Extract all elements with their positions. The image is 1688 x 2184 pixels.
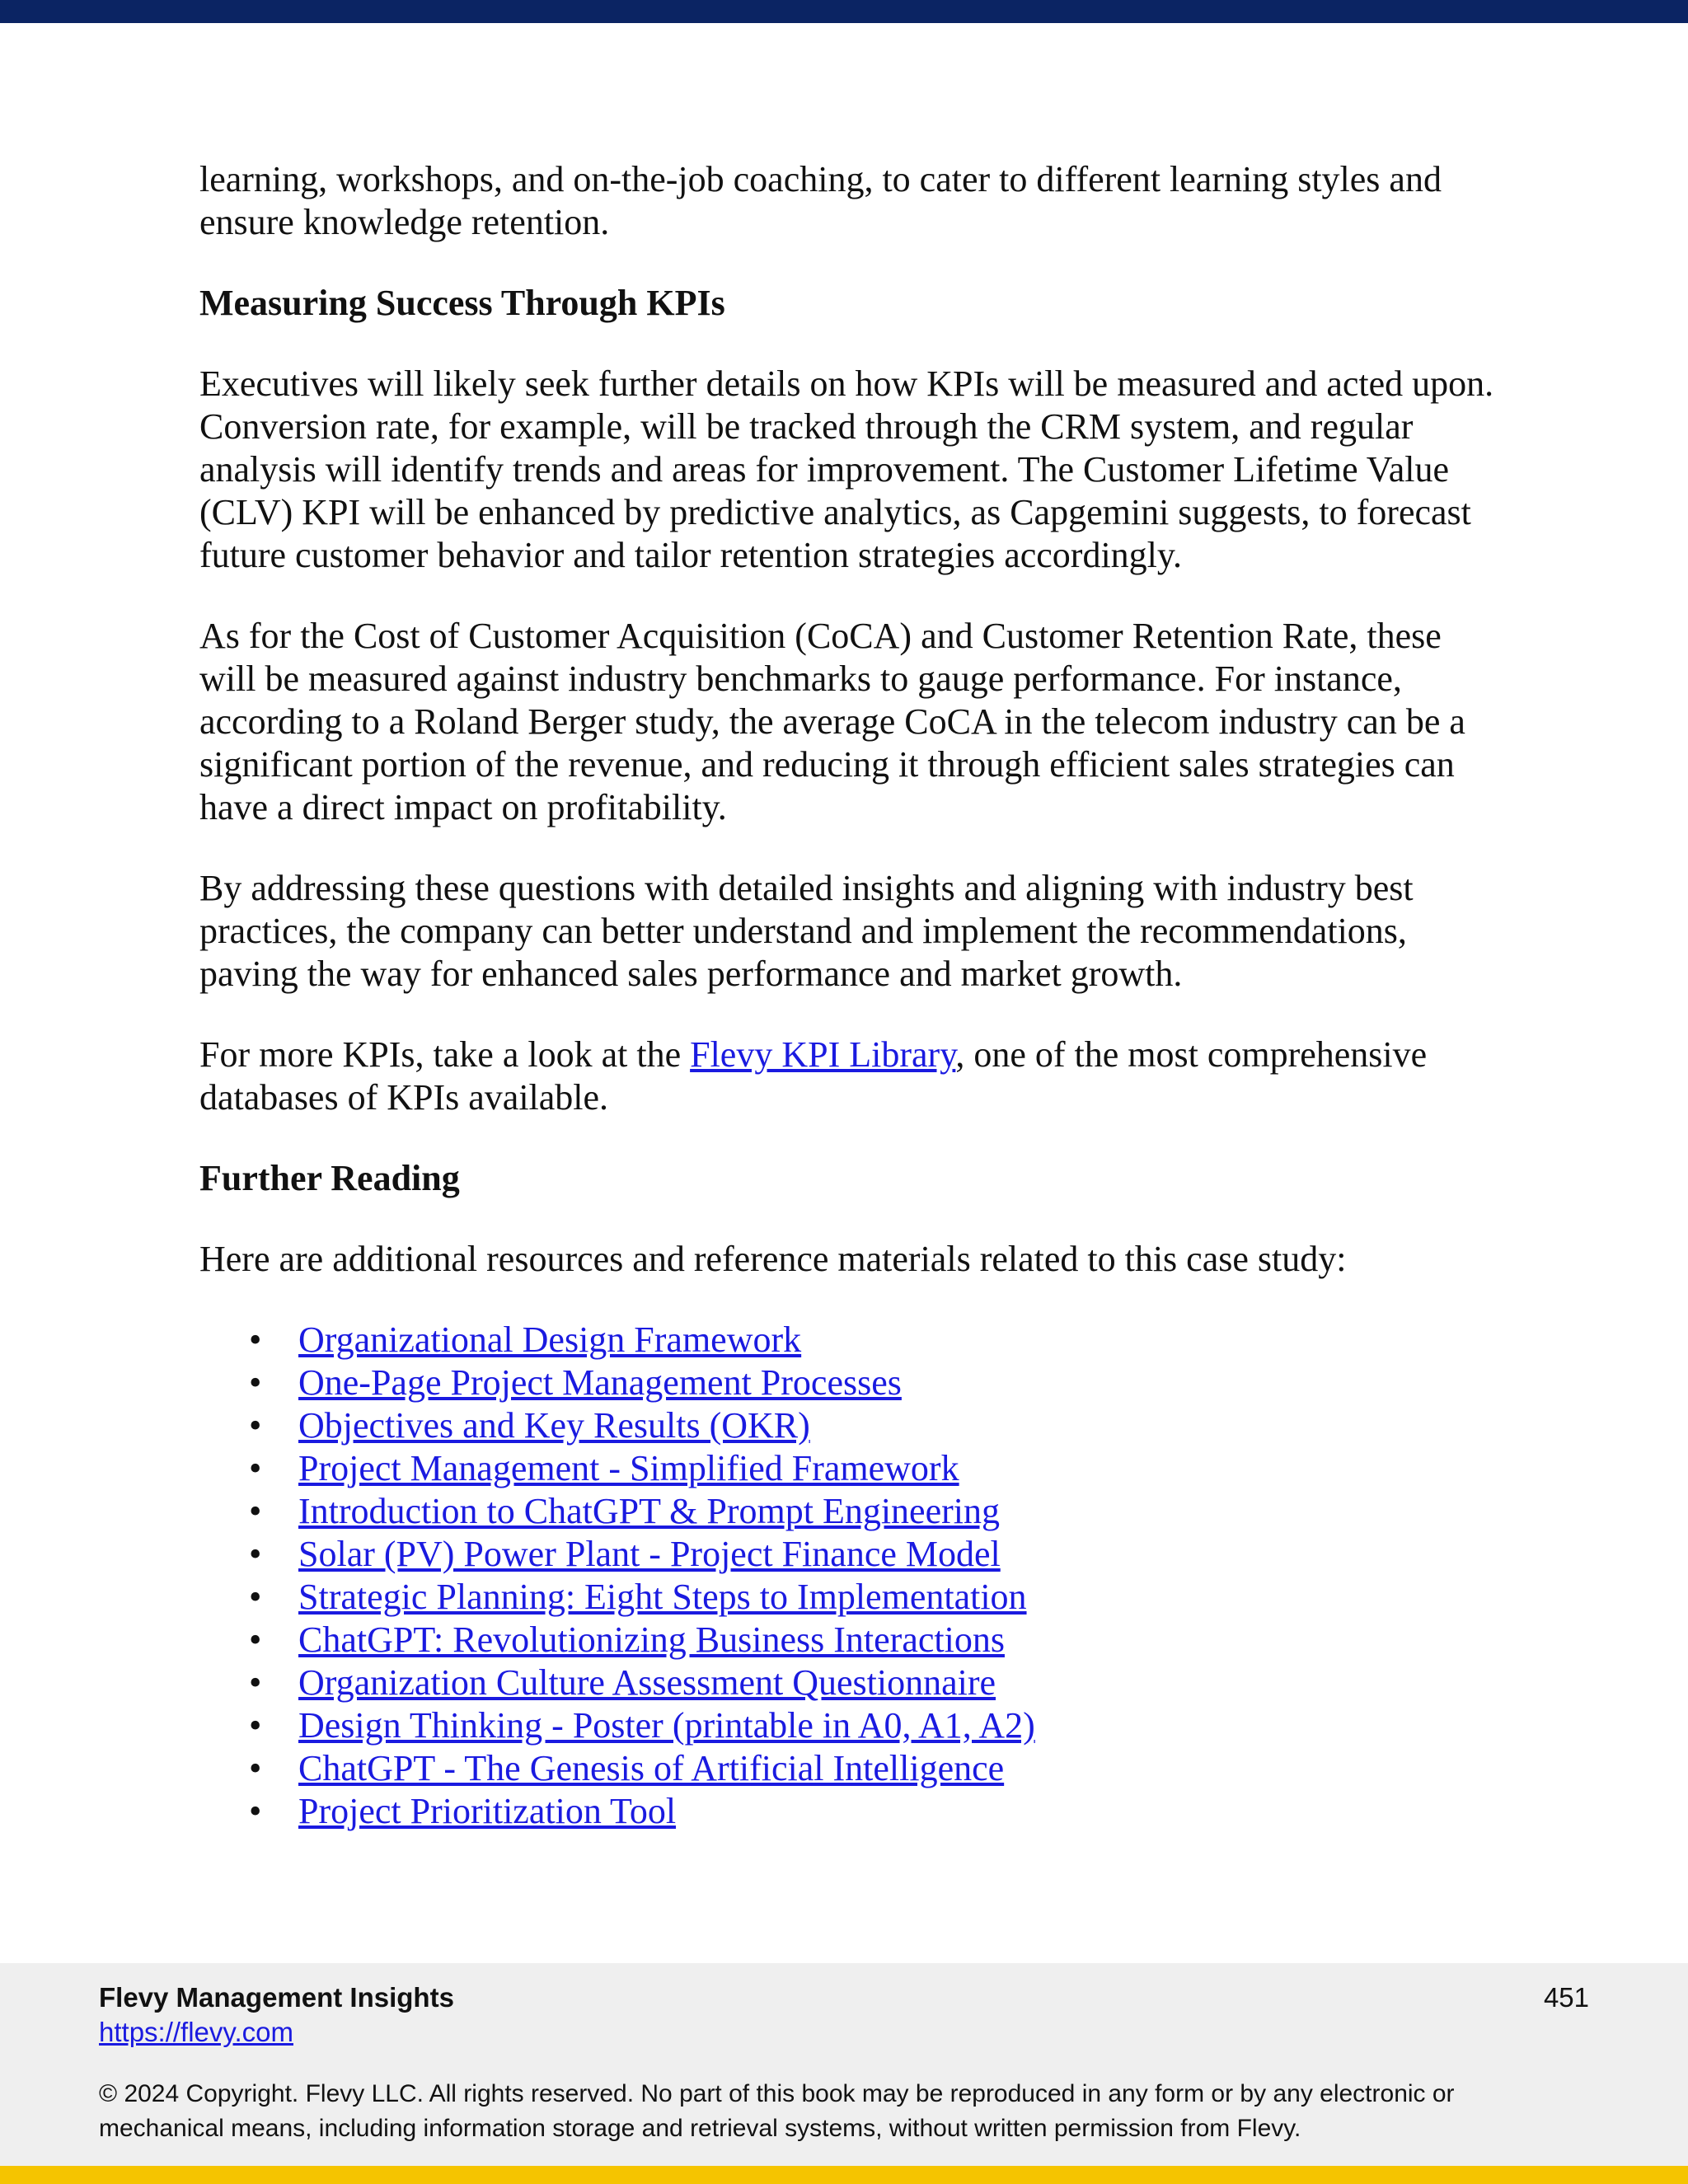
intro-continuation-paragraph: learning, workshops, and on-the-job coaching, to cater to different learning styles and ensure knowledge retention.	[199, 159, 1442, 242]
list-item	[199, 1361, 1502, 1404]
list-item	[199, 1619, 1502, 1661]
reading-link[interactable]: ChatGPT - The Genesis of Artificial Intelligence	[298, 1748, 1005, 1788]
kpi-library-text-before: For more KPIs, take a look at the	[199, 1034, 691, 1075]
footer-url-link[interactable]: https://flevy.com	[99, 2017, 293, 2047]
bullet-icon: •	[249, 1534, 262, 1574]
top-accent-bar	[0, 0, 1688, 23]
reading-link[interactable]: Solar (PV) Power Plant - Project Finance Model	[298, 1534, 1001, 1574]
bullet-icon: •	[249, 1491, 262, 1531]
footer-brand: Flevy Management Insights	[99, 1982, 454, 2013]
reading-link[interactable]: Introduction to ChatGPT & Prompt Engineering	[298, 1491, 1000, 1531]
reading-link[interactable]: Design Thinking - Poster (printable in A0, A1, A2)	[298, 1705, 1035, 1746]
reading-link[interactable]: Strategic Planning: Eight Steps to Implementation	[298, 1577, 1027, 1617]
further-reading-intro: Here are additional resources and reference materials related to this case study:	[199, 1239, 1347, 1279]
bullet-icon: •	[249, 1791, 262, 1831]
reading-link[interactable]: Project Prioritization Tool	[298, 1791, 677, 1831]
document-body	[199, 158, 1502, 1833]
bullet-icon: •	[249, 1662, 262, 1703]
flevy-kpi-library-link[interactable]: Flevy KPI Library	[690, 1034, 956, 1075]
list-item	[199, 1661, 1502, 1704]
kpi-paragraph-2: As for the Cost of Customer Acquisition (CoCA) and Customer Retention Rate, these will be measured against industry benchmarks to gauge performance. For instance, according to a Roland Berger study, the average CoCA in the telecom industry can be a significant portion of the revenue, and reducing it through efficient sales strategies can have a direct impact on profitability.	[199, 616, 1465, 827]
bullet-icon: •	[249, 1319, 262, 1360]
reading-link[interactable]: Organizational Design Framework	[298, 1319, 802, 1360]
bottom-accent-bar	[0, 2166, 1688, 2184]
further-reading-heading: Further Reading	[199, 1158, 460, 1198]
list-item	[199, 1790, 1502, 1833]
kpi-library-paragraph	[199, 1033, 1502, 1119]
list-item	[199, 1704, 1502, 1747]
bullet-icon: •	[249, 1448, 262, 1488]
page-number: 451	[1543, 1982, 1589, 2013]
bullet-icon: •	[249, 1619, 262, 1660]
reading-link[interactable]: Organization Culture Assessment Questionnaire	[298, 1662, 996, 1703]
bullet-icon: •	[249, 1362, 262, 1403]
further-reading-list	[199, 1319, 1502, 1833]
kpi-paragraph-1: Executives will likely seek further details on how KPIs will be measured and acted upon. Conversion rate, for example, will be tracked through the CRM system, and regular analysis will identify trends and areas for improvement. The Customer Lifetime Value (CLV) KPI will be enhanced by predictive analytics, as Capgemini suggests, to forecast future customer behavior and tailor retention strategies accordingly.	[199, 363, 1494, 575]
reading-link[interactable]: One-Page Project Management Processes	[298, 1362, 902, 1403]
list-item	[199, 1490, 1502, 1533]
list-item	[199, 1533, 1502, 1576]
kpi-library-text-after: , one of the most comprehensive databases of KPIs available.	[199, 1034, 1428, 1118]
kpi-paragraph-3: By addressing these questions with detailed insights and aligning with industry best practices, the company can better understand and implement the recommendations, paving the way for enhanced sales performance and market growth.	[199, 868, 1414, 994]
bullet-icon: •	[249, 1405, 262, 1446]
list-item	[199, 1747, 1502, 1790]
list-item	[199, 1447, 1502, 1490]
reading-link[interactable]: ChatGPT: Revolutionizing Business Interactions	[298, 1619, 1005, 1660]
list-item	[199, 1576, 1502, 1619]
bullet-icon: •	[249, 1577, 262, 1617]
kpi-section-heading: Measuring Success Through KPIs	[199, 283, 725, 323]
reading-link[interactable]: Objectives and Key Results (OKR)	[298, 1405, 810, 1446]
bullet-icon: •	[249, 1748, 262, 1788]
reading-link[interactable]: Project Management - Simplified Framework	[298, 1448, 959, 1488]
copyright-notice: © 2024 Copyright. Flevy LLC. All rights reserved. No part of this book may be reproduced in any form or by any electronic or mechanical means, including information storage and retrieval systems, without written permission from Flevy.	[99, 2080, 1455, 2142]
list-item	[199, 1319, 1502, 1361]
page-footer	[0, 1963, 1688, 2166]
bullet-icon: •	[249, 1705, 262, 1746]
list-item	[199, 1404, 1502, 1447]
